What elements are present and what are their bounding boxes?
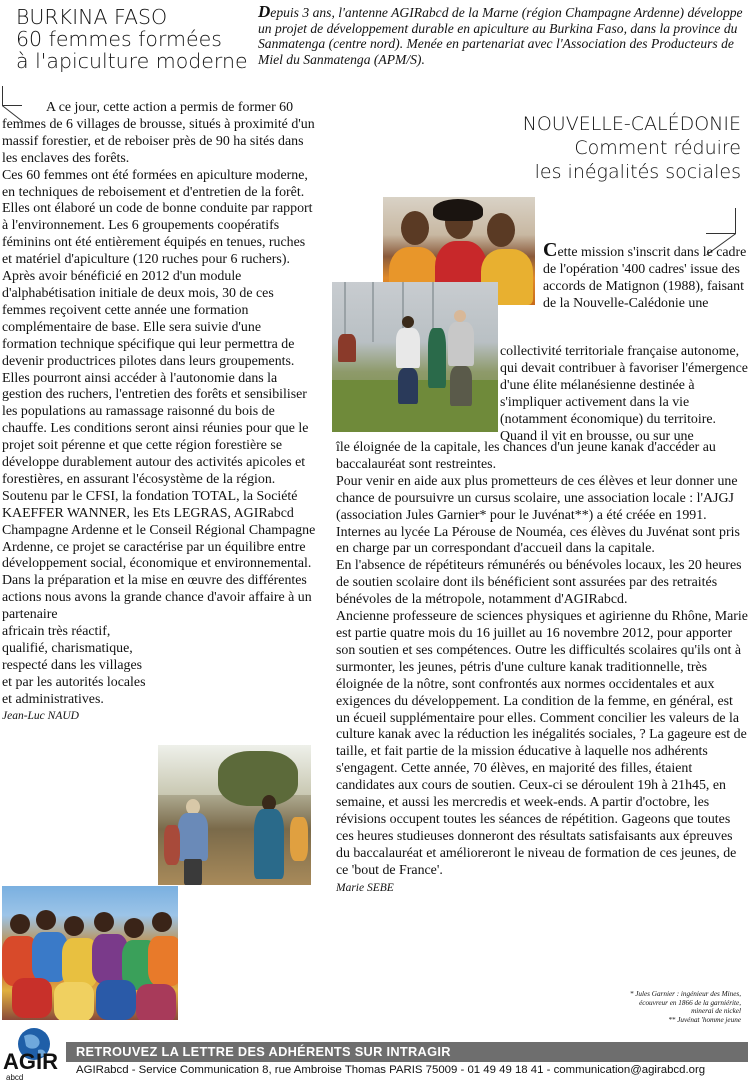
caledonie-title-line-2: Comment réduire [574,137,741,159]
photo-volunteers-group [332,282,498,432]
burkina-paragraph-2: Ces 60 femmes ont été formées en apiculture moderne, en techniques de reboisement et d'entretien de la forêt. Elles ont élaboré un code de bonne conduite par rapport à l'environnement. Les 6 groupements coopératifs féminins ont été entièrement équipés en tenues, ruches et matériel d'apiculture (120 ruches pour 6 ruchers). Après avoir bénéficié en 2012 d'un module d'alphabétisation initiale de deux mois, 30 de ces femmes reçoivent cette année une formation complémentaire de base. Elle sera suivie d'une formation technique spécifique qui leur permettra de devenir productrices pilotes dans leurs groupements. Elles pourront ainsi accéder à l'autonomie dans la gestion des ruchers, l'entretien des forêts et sensibiliser les populations au ramassage raisonné du bois de chauffe. Les conditions seront ainsi réunies pour que le projet soit pérenne et que cette région forestière se développe durablement autour des activités apicoles et forestières, en assurant l'écosystème de la région. [2,167,313,487]
burkina-intro-dropcap: D [258,2,271,21]
footnote-line-1: * Jules Garnier : ingénieur des Mines, [629,990,741,998]
logo-subtext: abcd [6,1073,24,1082]
burkina-title-line-1: BURKINA FASO [16,5,168,29]
photo-women-group [2,886,178,1020]
agir-logo [2,1022,64,1082]
footnote-line-2: écouvreur en 1866 de la garniérite, [639,998,741,1007]
burkina-body [2,100,316,723]
photo-outdoor-training [158,745,311,885]
burkina-title [16,6,256,72]
burkina-paragraph-3: Soutenu par le CFSI, la fondation TOTAL, la Société KAEFFER WANNER, les Ets LEGRAS, AGIRabcd Champagne Ardenne et le Conseil Régional Champagne Ardenne, ce projet se caractérise par un équilibre entre développement social, économique et environnemental. Dans la préparation et la mise en œuvre des différentes actions nous avons la grande chance d'avoir affaire à un partenaire [2,488,316,623]
caledonie-signature: Marie SEBE [336,881,394,894]
footer-contact: AGIRabcd - Service Communication 8, rue Ambroise Thomas PARIS 75009 - 01 49 49 18 41 - communication@agirabcd.org [76,1064,706,1076]
burkina-title-line-3: à l'apiculture moderne [16,49,248,73]
caledonie-paragraph-2b: île éloignée de la capitale, les chances d'un jeune kanak d'accéder au baccalauréat sont restreintes. [336,440,716,472]
burkina-signature: Jean-Luc NAUD [2,709,79,722]
caledonie-paragraph-2a: Quand il vit en brousse, ou sur une [500,428,694,444]
burkina-title-line-2: 60 femmes formées [16,27,222,51]
caledonie-body [336,440,748,896]
footnote-line-4: ** Juvénat 'homme jeune [668,1015,741,1024]
burkina-paragraph-3-wrap: africain très réactif, qualifié, charismatique, respecté dans les villages et par les autorités locales et administratives. [2,624,146,707]
caledonie-footnotes [541,990,741,1024]
caledonie-paragraph-3: Pour venir en aide aux plus prometteurs de ces élèves et leur donner une chance de poursuivre un cursus scolaire, une association locale : l'AJGJ (association Jules Garnier* pour le Juvénat**) a été créée en 1991. Internes au lycée La Pérouse de Nouméa, ces élèves du Juvénat sont pris en charge par un correspondant d'accueil dans la capitale. [336,473,740,557]
corner-arrow-decoration [706,208,736,234]
caledonie-paragraph-1a: ette mission s'inscrit dans le cadre de l'opération '400 cadres' issue des accords de Matignon (1988), faisant de la Nouvelle-Calédonie une [543,245,747,311]
footer-banner [66,1042,748,1062]
caledonie-body-top [543,239,748,313]
footnote-line-3: minerai de nickel [691,1007,741,1016]
caledonie-dropcap: C [543,239,558,261]
caledonie-paragraph-1b: collectivité territoriale française autonome, qui devait contribuer à favoriser l'émergence d'une élite mélanésienne destinée à s'impliquer activement dans la vie (notamment économique) du territoire. [500,344,748,427]
caledonie-title-line-1: NOUVELLE-CALÉDONIE [522,113,741,135]
logo-text: AGIR [3,1049,58,1074]
footer-banner-text: RETROUVEZ LA LETTRE DES ADHÉRENTS SUR INTRAGIR [76,1044,451,1059]
caledonie-title [411,112,741,184]
burkina-intro-text: epuis 3 ans, l'antenne AGIRabcd de la Marne (région Champagne Ardenne) développe un projet de développement durable en apiculture au Burkina Faso, dans la province du Sanmatenga (centre nord). Menée en partenariat avec l'Association des Producteurs de Miel du Sanmatenga (APM/S). [258,5,743,67]
caledonie-paragraph-4: En l'absence de répétiteurs rémunérés ou bénévoles locaux, les 20 heures de soutien scolaire dont ils bénéficient sont assurées par des retraités bénévoles de la métropole, notamment d'AGIRabcd. [336,558,742,608]
caledonie-title-line-3: les inégalités sociales [534,161,741,183]
burkina-intro [258,4,748,67]
burkina-paragraph-1: A ce jour, cette action a permis de former 60 femmes de 6 villages de brousse, situés à proximité d'un massif forestier, et de reboiser près de 90 ha sités dans les enclaves des forêts. [2,100,315,166]
caledonie-body-mid [500,344,748,445]
caledonie-paragraph-5: Ancienne professeure de sciences physiques et agirienne du Rhône, Marie est partie quatre mois du 16 juillet au 16 novembre 2012, pour apporter son soutien et ses compétences. Outre les difficultés scolaires qu'ils ont à surmonter, les jeunes, pétris d'une culture kanak traditionnelle, très éloignée de la nôtre, sont confrontés aux normes occidentales et aux exigences du développement. La condition de la femme, en général, est un écueil supplémentaire pour elles. Comment concilier les valeurs de la culture kanak avec la réduction les inégalités sociales, ? La gageure est de taille, et fait partie de la mission éducative à laquelle nos adhérents s'engagent. Cette année, 70 élèves, en majorité des filles, étaient candidates aux cours de soutien. Ceux-ci se déroulent 19h à 21h45, en semaine, et aussi les mercredis et week-ends. A partir d'octobre, les révisions occupent toutes les séances de répétition. Gageons que toutes ces heures studieuses donneront des résultats satisfaisants aux épreuves du baccalauréat et amélioreront le niveau de formation de ces jeunes, de ce 'bout de France'. [336,609,748,878]
